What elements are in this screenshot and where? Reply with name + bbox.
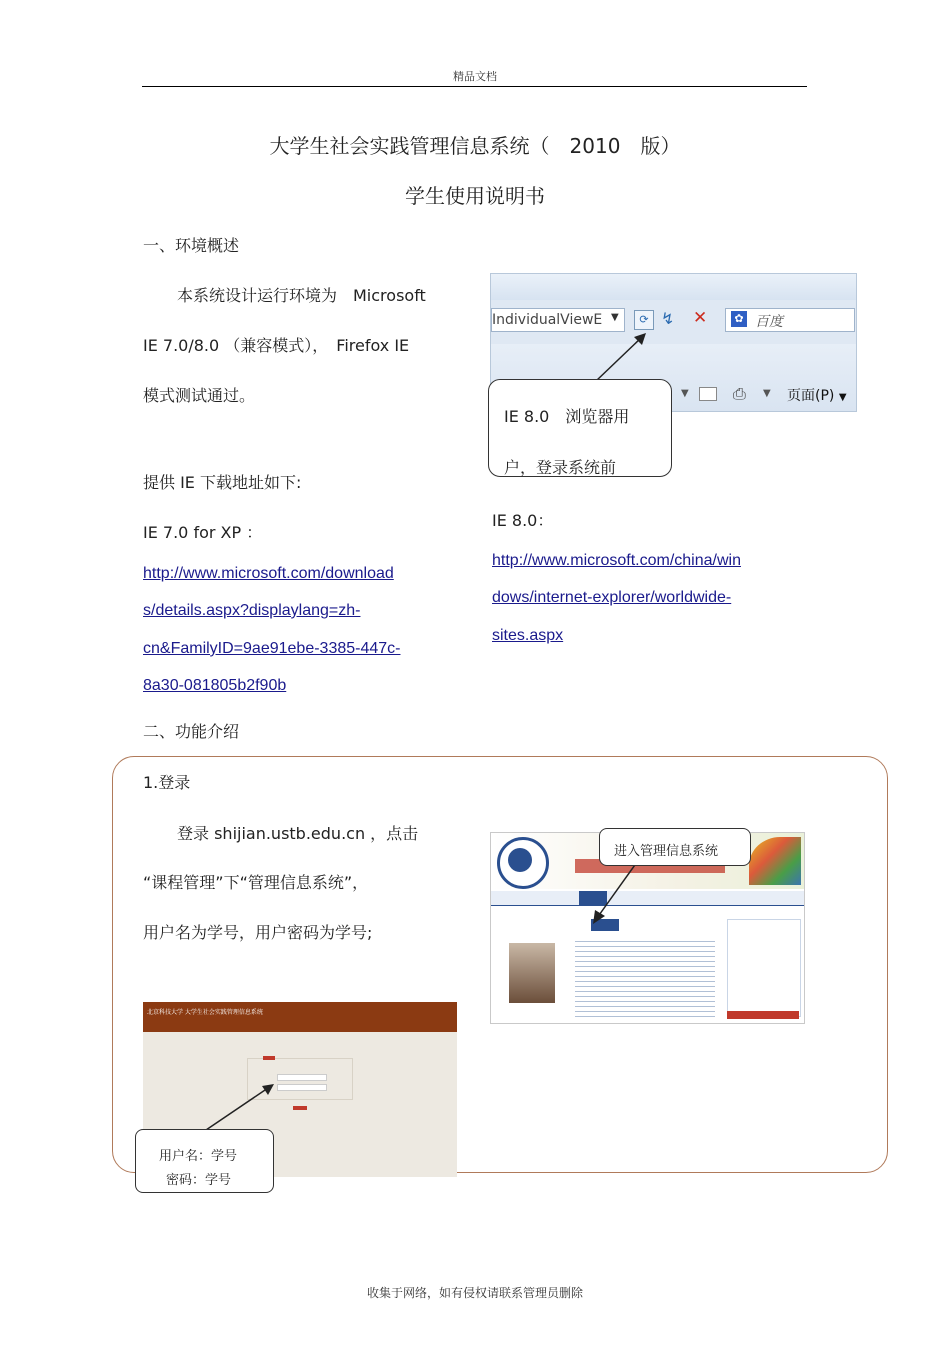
ie8-download-link-2[interactable]: dows/internet-explorer/worldwide- bbox=[492, 589, 732, 606]
ie8-note-line-1: IE 8.0 浏览器用 bbox=[504, 407, 630, 426]
env-para-line-1: 本系统设计运行环境为 Microsoft bbox=[177, 286, 426, 305]
login-page-title: 北京科技大学 大学生社会实践管理信息系统 bbox=[147, 1009, 263, 1016]
enter-system-callout bbox=[599, 828, 751, 866]
credentials-line-2: 密码：学号 bbox=[166, 1173, 232, 1188]
ie8-label: IE 8.0： bbox=[492, 511, 554, 530]
credentials-callout bbox=[135, 1129, 274, 1193]
baidu-paw-icon: ✿ bbox=[731, 311, 747, 327]
pointer-arrow-ie8 bbox=[590, 325, 660, 385]
portrait-photo bbox=[509, 943, 555, 1003]
download-intro: 提供 IE 下载地址如下: bbox=[143, 473, 302, 492]
refresh-icon: ↯ bbox=[661, 309, 675, 328]
stop-icon: ✕ bbox=[693, 308, 708, 328]
pointer-arrow-site bbox=[585, 858, 645, 928]
login-button[interactable] bbox=[293, 1106, 307, 1110]
page-footer: 收集于网络，如有侵权请联系管理员删除 bbox=[366, 1286, 583, 1300]
page-menu: 页面(P) ▼ bbox=[787, 388, 847, 404]
enter-system-callout-text: 进入管理信息系统 bbox=[614, 844, 719, 859]
compatibility-view-icon: ⟳ bbox=[634, 310, 654, 330]
login-heading: 1.登录 bbox=[143, 773, 191, 792]
print-icon: ⎙ bbox=[733, 384, 746, 403]
env-para-line-3: 模式测试通过。 bbox=[143, 386, 256, 405]
notice-board bbox=[727, 919, 801, 1017]
page-menu-label: 页面(P) bbox=[787, 388, 835, 404]
section-heading-environment: 一、环境概述 bbox=[143, 236, 240, 255]
ie7-download-link-3[interactable]: cn&FamilyID=9ae91ebe-3385-447c- bbox=[143, 640, 401, 657]
ie8-toolbar-screenshot: IndividualViewE ▼ ⟳ ↯ ✕ ✿ 百度 ▼ ⎙ ▼ 页面(P) ▼ bbox=[490, 273, 857, 412]
credentials-line-1: 用户名：学号 bbox=[159, 1149, 238, 1164]
login-para-line-3: 用户名为学号，用户密码为学号; bbox=[143, 923, 373, 942]
doc-title: 大学生社会实践管理信息系统（ 2010 版） bbox=[269, 134, 681, 158]
university-seal-icon bbox=[497, 837, 549, 889]
intro-text-block bbox=[575, 937, 715, 1017]
ie8-note-line-2: 户，登录系统前 bbox=[504, 458, 617, 477]
login-para-line-1: 登录 shijian.ustb.edu.cn ，点击 bbox=[177, 824, 419, 843]
login-para-line-2: “课程管理”下“管理信息系统”， bbox=[143, 873, 369, 892]
ie7-xp-label: IE 7.0 for XP ： bbox=[143, 523, 263, 542]
ie8-download-link-1[interactable]: http://www.microsoft.com/china/win bbox=[492, 552, 741, 569]
env-para-line-2: IE 7.0/8.0 （兼容模式）， Firefox IE bbox=[143, 336, 410, 355]
password-input[interactable] bbox=[277, 1084, 327, 1091]
section-heading-features: 二、功能介绍 bbox=[143, 722, 240, 741]
pointer-arrow-login bbox=[200, 1080, 280, 1135]
dropdown-arrow-icon: ▼ bbox=[611, 312, 619, 323]
page-header: 精品文档 bbox=[453, 70, 497, 83]
mail-icon bbox=[699, 387, 717, 401]
ie7-download-link-2[interactable]: s/details.aspx?displaylang=zh- bbox=[143, 602, 361, 619]
doc-subtitle: 学生使用说明书 bbox=[405, 184, 545, 208]
search-engine-label: 百度 bbox=[755, 314, 783, 330]
address-field: IndividualViewE bbox=[491, 308, 625, 332]
username-input[interactable] bbox=[277, 1074, 327, 1081]
ie7-download-link-1[interactable]: http://www.microsoft.com/download bbox=[143, 565, 394, 582]
ie8-download-link-3[interactable]: sites.aspx bbox=[492, 627, 564, 644]
ie7-download-link-4[interactable]: 8a30-081805b2f90b bbox=[143, 677, 287, 694]
header-rule bbox=[142, 86, 807, 87]
ie8-note-callout bbox=[488, 379, 672, 477]
